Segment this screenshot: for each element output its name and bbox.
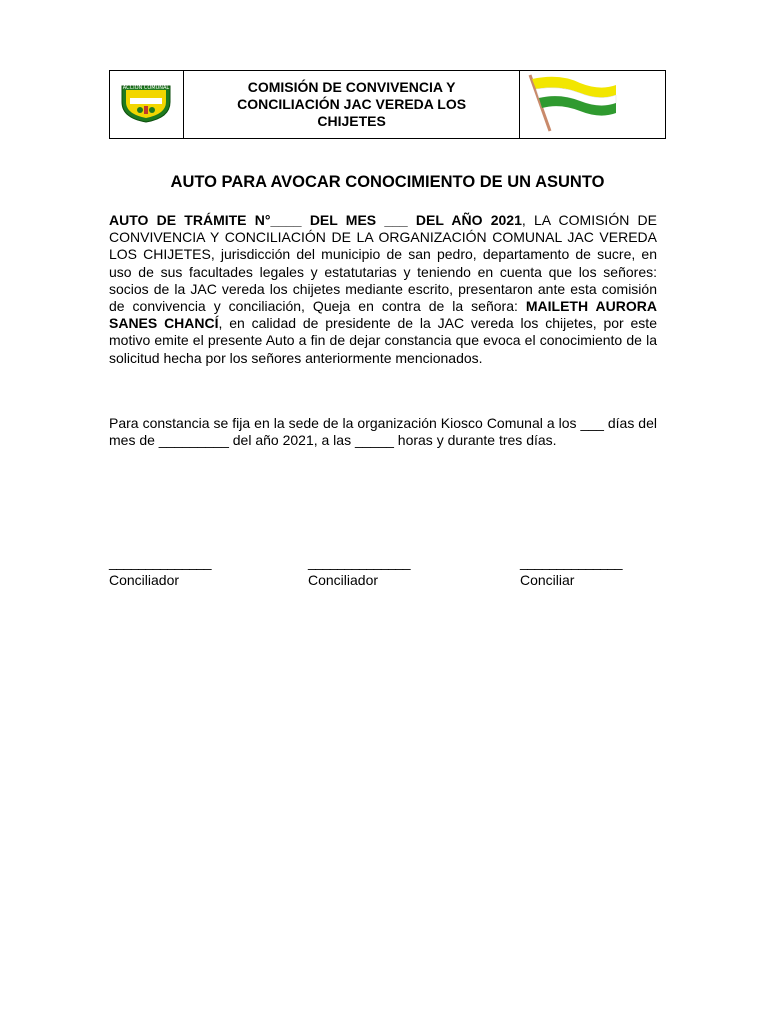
- signature-line: ______________: [308, 554, 411, 570]
- signature-line: ______________: [520, 554, 623, 570]
- logo-text: ACCION COMUNAL: [123, 85, 170, 91]
- header-title-line2: CONCILIACIÓN JAC VEREDA LOS: [237, 96, 467, 112]
- signature-line: ______________: [109, 554, 212, 570]
- paragraph-auto-text-a: , LA COMISIÓN DE CONVIVENCIA Y CONCILIACIÓN DE LA ORGANIZACIÓN COMUNAL JAC VEREDA LOS CHIJETES, jurisdicción del municipio de san pedro, departamento de sucre, en uso de sus facultades legales y estatutarias y teniendo en cuenta que los señores: socios de la JAC vereda los chijetes mediante escrito, presentaron ante esta comisión de convivencia y conciliación, Queja en contra de la señora:: [109, 212, 657, 315]
- signature-block-3: [520, 553, 622, 589]
- header-title-cell: [183, 71, 519, 139]
- flag-icon: [520, 71, 620, 133]
- signature-label: Conciliador: [308, 572, 379, 588]
- paragraph-auto: [109, 212, 657, 367]
- accion-comunal-logo: [118, 80, 174, 124]
- header-title-line3: CHIJETES: [317, 113, 386, 129]
- signature-label: Conciliador: [109, 572, 180, 588]
- header-title-line1: COMISIÓN DE CONVIVENCIA Y: [247, 79, 456, 95]
- auto-number-lead: AUTO DE TRÁMITE N°____ DEL MES ___ DEL AÑO 2021: [109, 212, 522, 228]
- logo-cell: [110, 71, 184, 139]
- document-title: AUTO PARA AVOCAR CONOCIMIENTO DE UN ASUNTO: [170, 173, 605, 191]
- header-table: [109, 70, 666, 139]
- signature-block-1: [109, 553, 211, 589]
- paragraph-constancia: Para constancia se fija en la sede de la organización Kiosco Comunal a los ___ días del mes de _________ del año 2021, a las _____ horas y durante tres días.: [109, 415, 657, 449]
- flag-cell: [520, 71, 666, 139]
- respondent-name: MAILETH AURORA SANES CHANCÍ: [109, 298, 657, 332]
- signature-block-2: [308, 553, 410, 589]
- paragraph-auto-text-b: , en calidad de presidente de la JAC vereda los chijetes, por este motivo emite el presente Auto a fin de dejar constancia que evoca el conocimiento de la solicitud hecha por los señores anteriormente mencionados.: [109, 315, 657, 366]
- signature-label: Conciliar: [520, 572, 575, 588]
